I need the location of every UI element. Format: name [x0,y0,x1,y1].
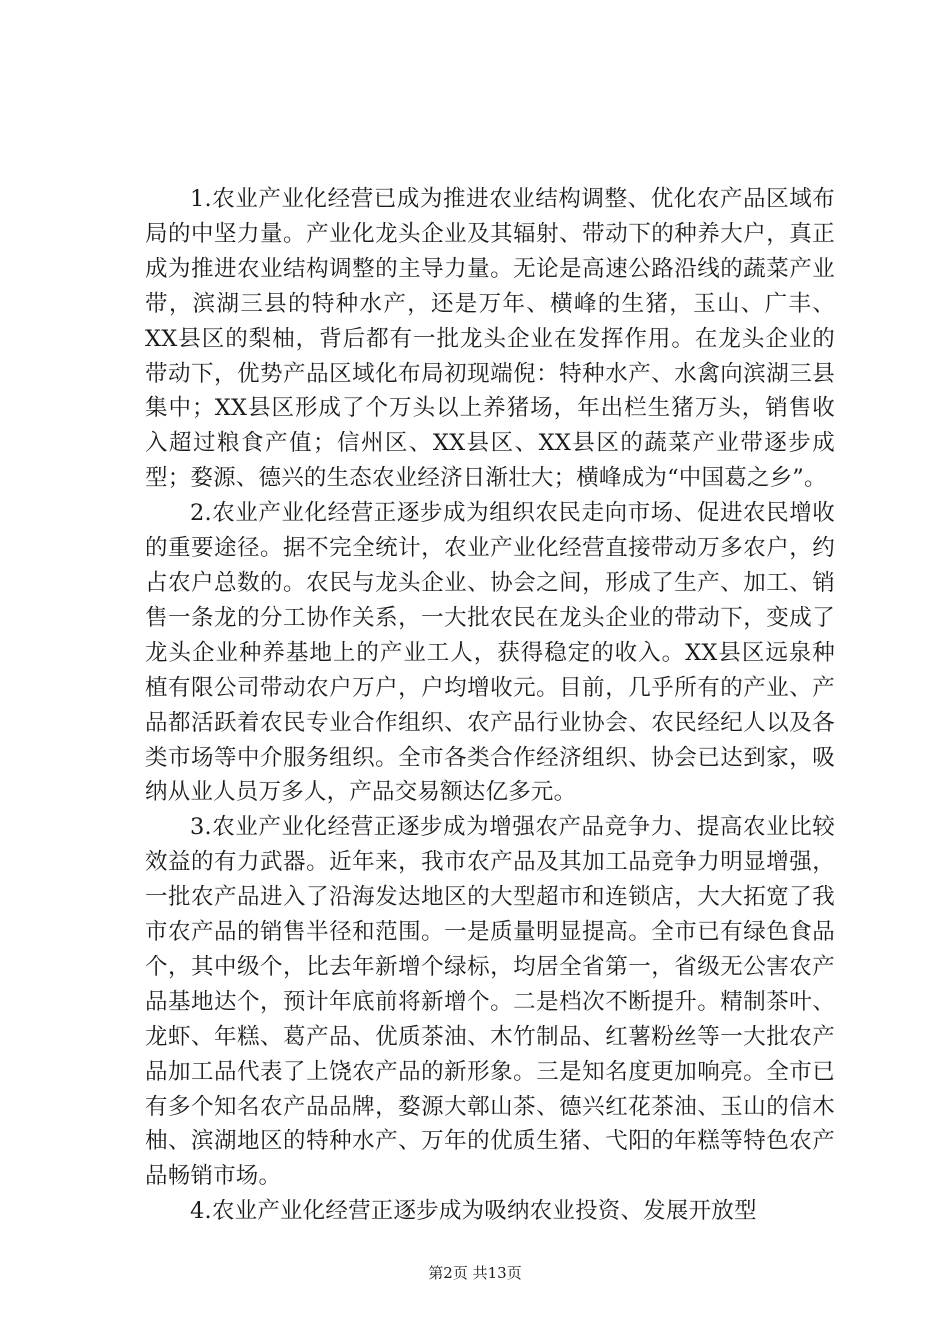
paragraph-3: 3.农业产业化经营正逐步成为增强农产品竞争力、提高农业比较效益的有力武器。近年来，我市农产品及其加工品竞争力明显增强，一批农产品进入了沿海发达地区的大型超市和连锁店，大大拓宽了我市农产品的销售半径和范围。一是质量明显提高。全市已有绿色食品个，其中级个，比去年新增个绿标，均居全省第一，省级无公害农产品基地达个，预计年底前将新增个。二是档次不断提升。精制茶叶、龙虾、年糕、葛产品、优质茶油、木竹制品、红薯粉丝等一大批农产品加工品代表了上饶农产品的新形象。三是知名度更加响亮。全市已有多个知名农产品品牌，婺源大鄣山茶、德兴红花茶油、玉山的信木柚、滨湖地区的特种水产、万年的优质生猪、弋阳的年糕等特色农产品畅销市场。 [145,814,835,1190]
paragraph-2: 2.农业产业化经营正逐步成为组织农民走向市场、促进农民增收的重要途径。据不完全统计，农业产业化经营直接带动万多农户，约占农户总数的。农民与龙头企业、协会之间，形成了生产、加工、销售一条龙的分工协作关系，一大批农民在龙头企业的带动下，变成了龙头企业种养基地上的产业工人，获得稳定的收入。XX县区远泉种植有限公司带动农户万户，户均增收元。目前，几乎所有的产业、产品都活跃着农民专业合作组织、农产品行业协会、农民经纪人以及各类市场等中介服务组织。全市各类合作经济组织、协会已达到家，吸纳从业人员万多人，产品交易额达亿多元。 [145,500,835,806]
page-number-footer: 第2页 共13页 [428,1264,522,1282]
paragraph-4: 4.农业产业化经营正逐步成为吸纳农业投资、发展开放型 [190,1198,757,1225]
paragraph-1: 1.农业产业化经营已成为推进农业结构调整、优化农产品区域布局的中坚力量。产业化龙头企业及其辐射、带动下的种养大户，真正成为推进农业结构调整的主导力量。无论是高速公路沿线的蔬菜产业带，滨湖三县的特种水产，还是万年、横峰的生猪，玉山、广丰、XX县区的梨柚，背后都有一批龙头企业在发挥作用。在龙头企业的带动下，优势产品区域化布局初现端倪：特种水产、水禽向滨湖三县集中；XX县区形成了个万头以上养猪场，年出栏生猪万头，销售收入超过粮食产值；信州区、XX县区、XX县区的蔬菜产业带逐步成型；婺源、德兴的生态农业经济日渐壮大；横峰成为“中国葛之乡”。 [145,186,835,492]
document-body [145,182,835,1229]
